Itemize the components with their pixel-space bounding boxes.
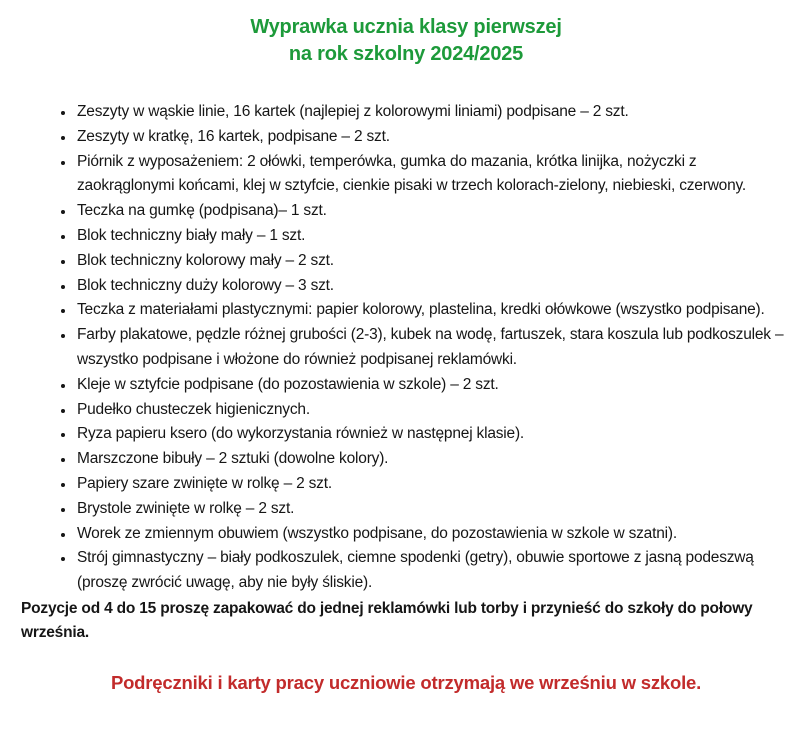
list-item: • Zeszyty w wąskie linie, 16 kartek (najlepiej z kolorowymi liniami) podpisane – 2 szt. xyxy=(75,100,791,125)
list-item: • Ryza papieru ksero (do wykorzystania również w następnej klasie). xyxy=(75,422,791,447)
supply-list xyxy=(21,100,791,596)
document-header xyxy=(21,14,791,68)
list-item: • Blok techniczny kolorowy mały – 2 szt. xyxy=(75,249,791,274)
list-item: • Teczka z materiałami plastycznymi: papier kolorowy, plastelina, kredki ołówkowe (wszystko podpisane). xyxy=(75,298,791,323)
list-item: • Farby plakatowe, pędzle różnej grubości (2-3), kubek na wodę, fartuszek, stara koszula lub podkoszulek – wszystko podpisane i włożone do również podpisanej reklamówki. xyxy=(75,323,791,373)
page-title xyxy=(21,14,791,68)
list-item: • Strój gimnastyczny – biały podkoszulek, ciemne spodenki (getry), obuwie sportowe z jasną podeszwą (proszę zwrócić uwagę, aby nie były śliskie). xyxy=(75,546,791,596)
list-item: • Brystole zwinięte w rolkę – 2 szt. xyxy=(75,497,791,522)
list-item: • Pudełko chusteczek higienicznych. xyxy=(75,398,791,423)
list-item: • Blok techniczny biały mały – 1 szt. xyxy=(75,224,791,249)
list-item: • Blok techniczny duży kolorowy – 3 szt. xyxy=(75,274,791,299)
list-item: • Papiery szare zwinięte w rolkę – 2 szt. xyxy=(75,472,791,497)
list-item: • Worek ze zmiennym obuwiem (wszystko podpisane, do pozostawienia w szkole w szatni). xyxy=(75,522,791,547)
list-item: • Teczka na gumkę (podpisana)– 1 szt. xyxy=(75,199,791,224)
textbooks-note: Podręczniki i karty pracy uczniowie otrzymają we wrześniu w szkole. xyxy=(110,671,702,693)
title-line-2: na rok szkolny 2024/2025 xyxy=(288,43,524,65)
title-line-1: Wyprawka ucznia klasy pierwszej xyxy=(250,16,562,38)
packing-note: Pozycje od 4 do 15 proszę zapakować do jednej reklamówki lub torby i przynieść do szkoły do połowy września. xyxy=(21,599,753,641)
list-item: • Zeszyty w kratkę, 16 kartek, podpisane – 2 szt. xyxy=(75,125,791,150)
list-item: • Marszczone bibuły – 2 sztuki (dowolne kolory). xyxy=(75,447,791,472)
list-item: • Piórnik z wyposażeniem: 2 ołówki, temperówka, gumka do mazania, krótka linijka, nożyczki z zaokrąglonymi końcami, klej w sztyfcie, cienkie pisaki w trzech kolorach-zielony, niebieski, czerwony. xyxy=(75,150,791,200)
list-item: • Kleje w sztyfcie podpisane (do pozostawienia w szkole) – 2 szt. xyxy=(75,373,791,398)
